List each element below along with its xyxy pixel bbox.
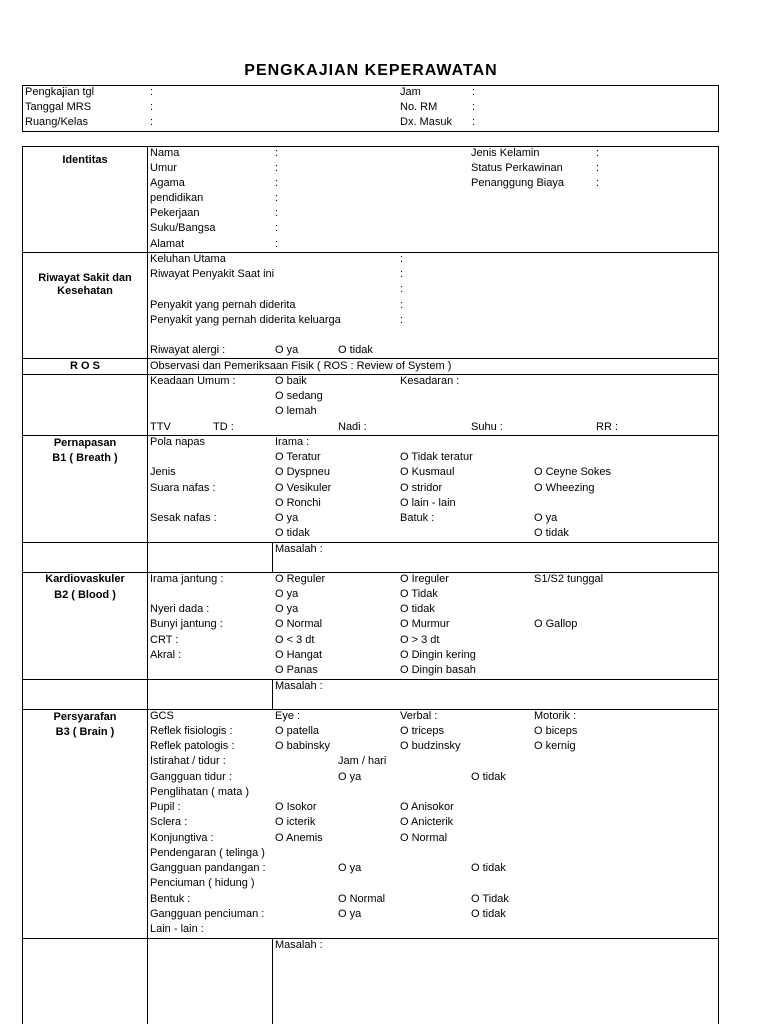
pandangan-tidak-option[interactable]: O tidak <box>471 862 506 874</box>
section-ros: R O S <box>70 360 100 372</box>
s1s2-tunggal-label: S1/S2 tunggal <box>534 573 604 585</box>
suara-nafas-label: Suara nafas : <box>150 482 216 494</box>
pendengaran-label: Pendengaran ( telinga ) <box>150 847 265 859</box>
gangguan-tidur-ya-option[interactable]: O ya <box>338 771 362 783</box>
suku-bangsa-label: Suku/Bangsa <box>150 222 216 234</box>
crt-label: CRT : <box>150 634 179 646</box>
colon: : <box>150 86 154 98</box>
riwayat-saat-ini-label: Riwayat Penyakit Saat ini <box>150 268 275 280</box>
hangat-option[interactable]: O Hangat <box>275 649 323 661</box>
motorik-label: Motorik : <box>534 710 577 722</box>
pernah-diderita-keluarga-label: Penyakit yang pernah diderita keluarga <box>150 314 341 326</box>
table-border-right <box>718 146 719 1024</box>
penanggung-biaya-label: Penanggung Biaya <box>471 177 564 189</box>
colon: : <box>596 177 600 189</box>
status-perkawinan-label: Status Perkawinan <box>471 162 563 174</box>
jenis-label: Jenis <box>150 466 176 478</box>
colon: : <box>472 101 476 113</box>
irama-tidak-option[interactable]: O Tidak <box>400 588 438 600</box>
nama-label: Nama <box>150 147 180 159</box>
gallop-option[interactable]: O Gallop <box>534 618 578 630</box>
gangguan-tidur-tidak-option[interactable]: O tidak <box>471 771 506 783</box>
alergi-ya-option[interactable]: O ya <box>275 344 299 356</box>
colon: : <box>150 101 154 113</box>
keadaan-umum-label: Keadaan Umum : <box>150 375 236 387</box>
table-divider-label-col <box>147 146 148 1024</box>
section-riwayat: Riwayat Sakit dan Kesehatan <box>38 272 132 297</box>
batuk-label: Batuk : <box>400 512 435 524</box>
tanggal-mrs-label: Tanggal MRS <box>25 101 92 113</box>
pengkajian-tgl-label: Pengkajian tgl <box>25 86 95 98</box>
budzinsky-option[interactable]: O budzinsky <box>400 740 461 752</box>
agama-label: Agama <box>150 177 185 189</box>
header-border-top <box>22 85 719 86</box>
gangguan-penciuman-label: Gangguan penciuman : <box>150 908 265 920</box>
anisokor-option[interactable]: O Anisokor <box>400 801 454 813</box>
konjungtiva-normal-option[interactable]: O Normal <box>400 832 448 844</box>
ruang-kelas-label: Ruang/Kelas <box>25 116 88 128</box>
ireguler-option[interactable]: O Ireguler <box>400 573 449 585</box>
reguler-option[interactable]: O Reguler <box>275 573 326 585</box>
reflek-patologis-label: Reflek patologis : <box>150 740 235 752</box>
header-border-bottom <box>22 131 719 132</box>
no-rm-label: No. RM <box>400 101 438 113</box>
bentuk-tidak-option[interactable]: O Tidak <box>471 893 509 905</box>
colon: : <box>400 283 404 295</box>
sesak-nafas-label: Sesak nafas : <box>150 512 217 524</box>
colon: : <box>275 238 279 250</box>
triceps-option[interactable]: O triceps <box>400 725 445 737</box>
normal-option[interactable]: O Normal <box>275 618 323 630</box>
row-divider <box>22 252 719 253</box>
pupil-label: Pupil : <box>150 801 181 813</box>
colon: : <box>150 116 154 128</box>
keluhan-utama-label: Keluhan Utama <box>150 253 226 265</box>
reflek-fisiologis-label: Reflek fisiologis : <box>150 725 233 737</box>
suhu-label: Suhu : <box>471 421 503 433</box>
anicterik-option[interactable]: O Anicterik <box>400 816 454 828</box>
patella-option[interactable]: O patella <box>275 725 320 737</box>
eye-label: Eye : <box>275 710 301 722</box>
ros-description: Observasi dan Pemeriksaan Fisik ( ROS : Review of System ) <box>150 360 452 372</box>
kernig-option[interactable]: O kernig <box>534 740 576 752</box>
table-border-top <box>22 146 719 147</box>
lain-lain-option[interactable]: O lain - lain <box>400 497 456 509</box>
anemis-option[interactable]: O Anemis <box>275 832 323 844</box>
stridor-option[interactable]: O stridor <box>400 482 443 494</box>
masalah-divider <box>272 938 273 1024</box>
teratur-option[interactable]: O Teratur <box>275 451 321 463</box>
masalah-divider <box>272 679 273 710</box>
colon: : <box>400 299 404 311</box>
umur-label: Umur <box>150 162 177 174</box>
row-divider <box>22 358 719 359</box>
row-divider <box>22 938 719 939</box>
wheezing-option[interactable]: O Wheezing <box>534 482 595 494</box>
baik-option[interactable]: O baik <box>275 375 307 387</box>
sesak-ya-option[interactable]: O ya <box>275 512 299 524</box>
ceyne-sokes-option[interactable]: O Ceyne Sokes <box>534 466 612 478</box>
gangguan-tidur-label: Gangguan tidur : <box>150 771 232 783</box>
biceps-option[interactable]: O biceps <box>534 725 578 737</box>
colon: : <box>472 86 476 98</box>
colon: : <box>400 268 404 280</box>
row-divider <box>22 435 719 436</box>
section-b3-title: Persyarafan <box>53 711 117 723</box>
dingin-kering-option[interactable]: O Dingin kering <box>400 649 476 661</box>
section-identitas: Identitas <box>62 154 108 166</box>
batuk-tidak-option[interactable]: O tidak <box>534 527 569 539</box>
alamat-label: Alamat <box>150 238 185 250</box>
batuk-ya-option[interactable]: O ya <box>534 512 558 524</box>
alergi-tidak-option[interactable]: O tidak <box>338 344 373 356</box>
nyeri-tidak-option[interactable]: O tidak <box>400 603 435 615</box>
nyeri-dada-label: Nyeri dada : <box>150 603 210 615</box>
bentuk-normal-option[interactable]: O Normal <box>338 893 386 905</box>
jam-hari-label: Jam / hari <box>338 755 387 767</box>
gcs-label: GCS <box>150 710 174 722</box>
nyeri-ya-option[interactable]: O ya <box>275 603 299 615</box>
riwayat-alergi-label: Riwayat alergi : <box>150 344 226 356</box>
colon: : <box>400 314 404 326</box>
dingin-basah-option[interactable]: O Dingin basah <box>400 664 476 676</box>
row-divider <box>22 542 719 543</box>
b3-masalah-label: Masalah : <box>275 939 323 951</box>
colon: : <box>275 147 279 159</box>
section-b1-sub: B1 ( Breath ) <box>52 452 118 464</box>
colon: : <box>275 192 279 204</box>
jenis-kelamin-label: Jenis Kelamin <box>471 147 540 159</box>
penciuman-tidak-option[interactable]: O tidak <box>471 908 506 920</box>
sesak-tidak-option[interactable]: O tidak <box>275 527 310 539</box>
ronchi-option[interactable]: O Ronchi <box>275 497 321 509</box>
masalah-divider <box>272 542 273 573</box>
row-divider <box>22 679 719 680</box>
header-border-left <box>22 85 23 132</box>
panas-option[interactable]: O Panas <box>275 664 318 676</box>
colon: : <box>275 162 279 174</box>
colon: : <box>275 222 279 234</box>
babinsky-option[interactable]: O babinsky <box>275 740 331 752</box>
jam-label: Jam <box>400 86 421 98</box>
vesikuler-option[interactable]: O Vesikuler <box>275 482 332 494</box>
gangguan-pandangan-label: Gangguan pandangan : <box>150 862 266 874</box>
nadi-label: Nadi : <box>338 421 367 433</box>
section-b2-sub: B2 ( Blood ) <box>54 589 116 601</box>
penciuman-label: Penciuman ( hidung ) <box>150 877 255 889</box>
kusmaul-option[interactable]: O Kusmaul <box>400 466 455 478</box>
pola-napas-label: Pola napas <box>150 436 206 448</box>
sclera-label: Sclera : <box>150 816 188 828</box>
penglihatan-label: Penglihatan ( mata ) <box>150 786 250 798</box>
verbal-label: Verbal : <box>400 710 438 722</box>
bentuk-label: Bentuk : <box>150 893 191 905</box>
rr-label: RR : <box>596 421 618 433</box>
istirahat-label: Istirahat / tidur : <box>150 755 226 767</box>
tidak-teratur-option[interactable]: O Tidak teratur <box>400 451 473 463</box>
crt-gt-option[interactable]: O > 3 dt <box>400 634 440 646</box>
kesadaran-label: Kesadaran : <box>400 375 460 387</box>
pandangan-ya-option[interactable]: O ya <box>338 862 362 874</box>
b2-masalah-label: Masalah : <box>275 680 323 692</box>
pendidikan-label: pendidikan <box>150 192 204 204</box>
dx-masuk-label: Dx. Masuk <box>400 116 452 128</box>
colon: : <box>275 207 279 219</box>
section-b2-title: Kardiovaskuler <box>45 573 125 585</box>
irama-label: Irama : <box>275 436 310 448</box>
konjungtiva-label: Konjungtiva : <box>150 832 214 844</box>
colon: : <box>596 147 600 159</box>
header-border-right <box>718 85 719 132</box>
row-divider <box>22 709 719 710</box>
icterik-option[interactable]: O icterik <box>275 816 316 828</box>
b1-masalah-label: Masalah : <box>275 543 323 555</box>
lemah-option[interactable]: O lemah <box>275 405 317 417</box>
document-title: PENGKAJIAN KEPERAWATAN <box>244 62 498 79</box>
pekerjaan-label: Pekerjaan <box>150 207 200 219</box>
section-b3-sub: B3 ( Brain ) <box>55 726 115 738</box>
irama-jantung-label: Irama jantung : <box>150 573 224 585</box>
colon: : <box>400 253 404 265</box>
irama-ya-option[interactable]: O ya <box>275 588 299 600</box>
akral-label: Akral : <box>150 649 182 661</box>
crt-lt-option[interactable]: O < 3 dt <box>275 634 315 646</box>
sedang-option[interactable]: O sedang <box>275 390 323 402</box>
pernah-diderita-label: Penyakit yang pernah diderita <box>150 299 296 311</box>
bunyi-jantung-label: Bunyi jantung : <box>150 618 223 630</box>
colon: : <box>275 177 279 189</box>
murmur-option[interactable]: O Murmur <box>400 618 450 630</box>
colon: : <box>472 116 476 128</box>
row-divider <box>22 374 719 375</box>
ttv-label: TTV <box>150 421 171 433</box>
penciuman-ya-option[interactable]: O ya <box>338 908 362 920</box>
dyspneu-option[interactable]: O Dyspneu <box>275 466 331 478</box>
lain-lain-label: Lain - lain : <box>150 923 204 935</box>
section-b1-title: Pernapasan <box>53 437 117 449</box>
td-label: TD : <box>213 421 234 433</box>
colon: : <box>596 162 600 174</box>
isokor-option[interactable]: O Isokor <box>275 801 317 813</box>
